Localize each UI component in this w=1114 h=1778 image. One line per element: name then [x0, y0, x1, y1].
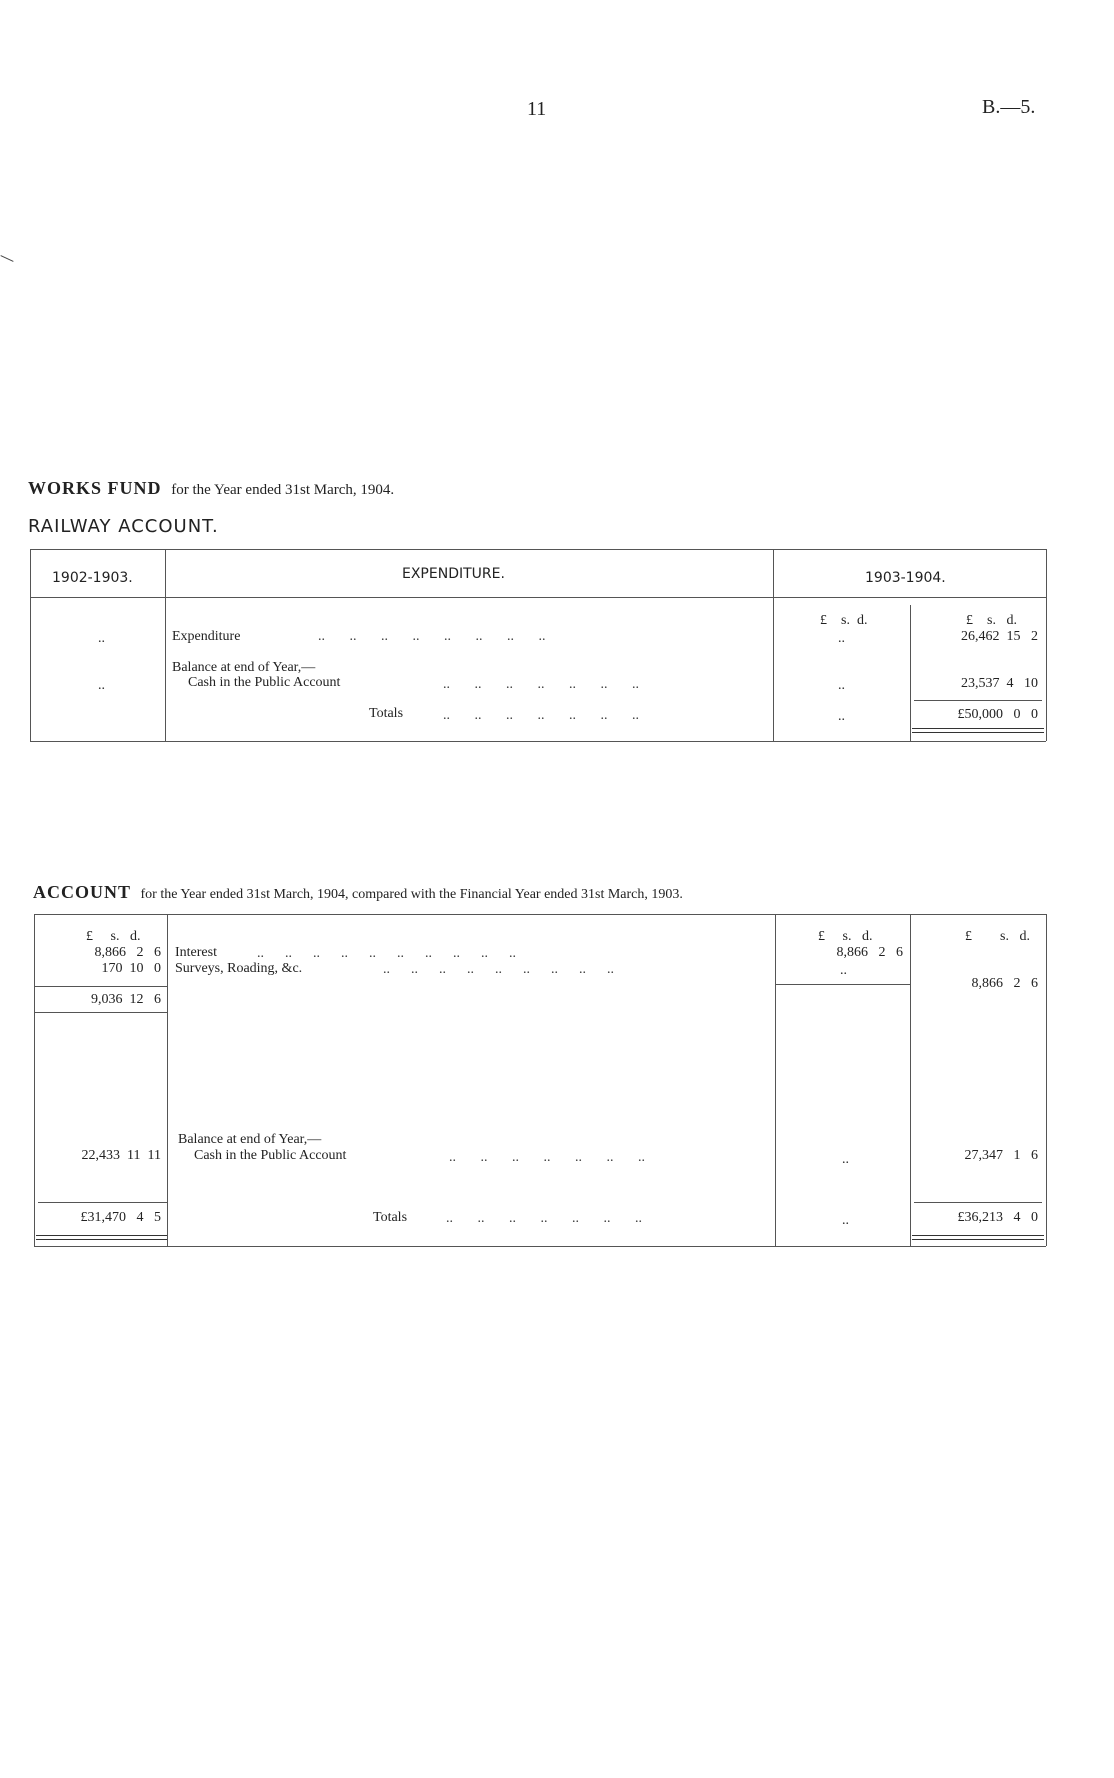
railway-row-2-prev: .. [98, 678, 105, 693]
scan-mark [0, 255, 13, 262]
account-title-bold: ACCOUNT [33, 882, 132, 902]
account-totals-label: Totals [373, 1210, 408, 1225]
railway-totals-sub: .. [838, 709, 845, 724]
account-row-1-label: Interest [175, 945, 217, 960]
railway-totals-label: Totals [369, 706, 404, 721]
railway-header-rule [30, 597, 1046, 598]
account-totals-prev: £31,470 4 5 [80, 1210, 161, 1225]
railway-row-2-total: 23,537 4 10 [961, 676, 1038, 691]
railway-row-2-label-a: Balance at end of Year,— [172, 660, 316, 675]
railway-col-line-3 [773, 549, 774, 741]
page-reference: B.—5. [982, 96, 1036, 118]
account-subtotal-prev: 9,036 12 6 [91, 992, 161, 1007]
account-balance-sub: .. [842, 1152, 849, 1167]
railway-row-1-sub: .. [838, 631, 845, 646]
railway-row-2-sub: .. [838, 678, 845, 693]
railway-subtitle: RAILWAY ACCOUNT. [28, 516, 219, 537]
account-col-line-3 [775, 914, 776, 1246]
account-title-rest: for the Year ended 31st March, 1904, compared with the Financial Year ended 31st March, 1903. [140, 887, 683, 902]
account-prev-block-rule [34, 1012, 167, 1013]
account-balance-curr: 27,347 1 6 [964, 1148, 1038, 1163]
account-col-line-1 [34, 914, 35, 1246]
railway-row-1-prev: .. [98, 631, 105, 646]
account-subtotal-curr: 8,866 2 6 [971, 976, 1038, 991]
railway-col-prev-header: 1902-1903. [52, 570, 133, 586]
railway-title-rest: for the Year ended 31st March, 1904. [171, 482, 395, 498]
account-units-prev: £ s. d. [86, 929, 141, 944]
account-col-line-2 [167, 914, 168, 1246]
account-title [33, 882, 683, 903]
railway-title-bold: WORKS FUND [28, 478, 162, 498]
railway-totals-rule [914, 700, 1042, 701]
account-totals-curr: £36,213 4 0 [957, 1210, 1038, 1225]
account-units-sub: £ s. d. [818, 929, 873, 944]
account-row-2-sub: .. [840, 963, 847, 978]
railway-col-curr-header: 1903-1904. [865, 570, 946, 586]
account-col-line-4 [910, 914, 911, 1246]
account-row-1-leader: .. .. .. .. .. .. .. .. .. .. [257, 946, 516, 961]
railway-units-sub: £ s. d. [820, 613, 868, 628]
railway-row-1-leader: .. .. .. .. .. .. .. .. [318, 629, 546, 644]
railway-col-line-5 [1046, 549, 1047, 741]
railway-col-line-4 [910, 605, 911, 741]
account-bottom-rule [34, 1246, 1046, 1247]
railway-bottom-rule [30, 741, 1046, 742]
railway-col-expenditure-header: EXPENDITURE. [402, 566, 505, 582]
account-balance-prev: 22,433 11 11 [81, 1148, 161, 1163]
railway-row-1-label: Expenditure [172, 629, 241, 644]
account-row-2-leader: .. .. .. .. .. .. .. .. .. [383, 962, 614, 977]
account-totals-leader: .. .. .. .. .. .. .. [446, 1211, 642, 1226]
account-row-2-label: Surveys, Roading, &c. [175, 961, 303, 976]
railway-title [28, 478, 394, 499]
railway-totals-total: £50,000 0 0 [957, 707, 1038, 722]
account-prev-double-rule [36, 1235, 167, 1240]
account-row-1-prev: 8,866 2 6 [94, 945, 161, 960]
page-number: 11 [527, 98, 547, 120]
railway-totals-double-rule [912, 728, 1044, 733]
railway-row-1-total: 26,462 15 2 [961, 629, 1038, 644]
account-units-total: £ s. d. [965, 929, 1030, 944]
railway-row-2-label-b: Cash in the Public Account [188, 675, 341, 690]
railway-units-total: £ s. d. [966, 613, 1017, 628]
account-row-2-prev: 170 10 0 [101, 961, 161, 976]
account-curr-totals-rule [914, 1202, 1042, 1203]
railway-top-rule [30, 549, 1046, 550]
account-sub-subtotal-rule [775, 984, 910, 985]
railway-col-line-1 [30, 549, 31, 741]
account-prev-totals-rule [38, 1202, 167, 1203]
railway-row-2-leader: .. .. .. .. .. .. .. [443, 677, 639, 692]
account-totals-sub: .. [842, 1213, 849, 1228]
account-row-1-sub: 8,866 2 6 [836, 945, 903, 960]
account-balance-leader: .. .. .. .. .. .. .. [449, 1150, 645, 1165]
account-top-rule [34, 914, 1046, 915]
railway-totals-leader: .. .. .. .. .. .. .. [443, 708, 639, 723]
account-col-line-5 [1046, 914, 1047, 1246]
railway-col-line-2 [165, 549, 166, 741]
account-curr-double-rule [912, 1235, 1044, 1240]
account-prev-subtotal-rule [34, 986, 167, 987]
account-balance-label-b: Cash in the Public Account [194, 1148, 347, 1163]
account-balance-label-a: Balance at end of Year,— [178, 1132, 322, 1147]
